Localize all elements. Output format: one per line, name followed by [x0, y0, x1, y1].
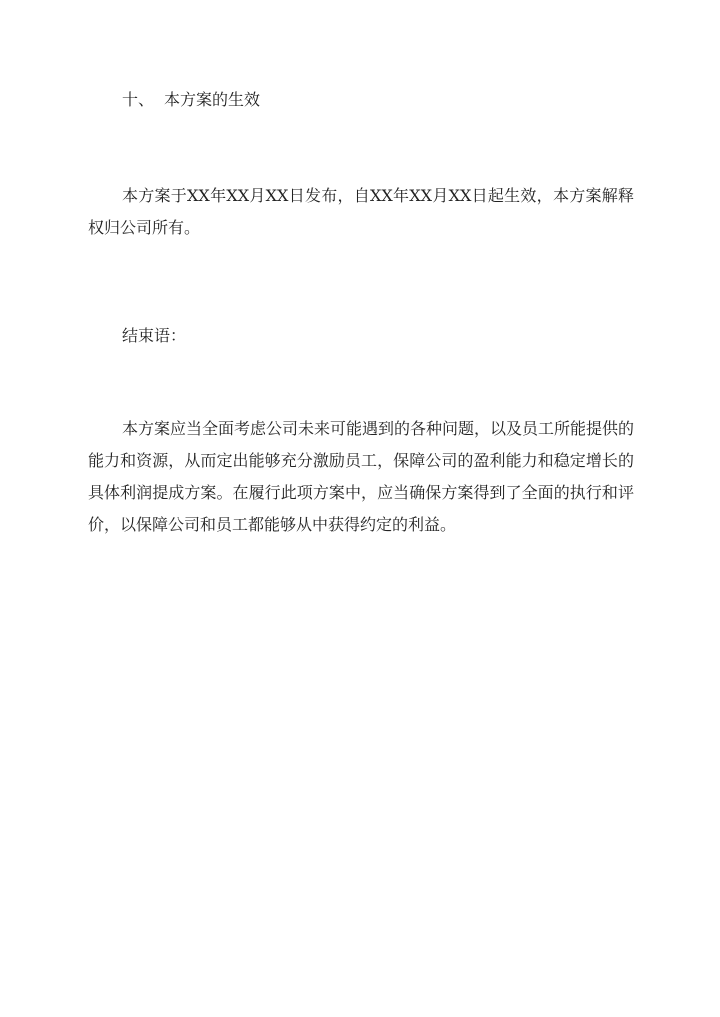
section-heading — [122, 88, 260, 112]
effective-paragraph: 本方案于XX年XX月XX日发布，自XX年XX月XX日起生效，本方案解释权归公司所有。 — [88, 186, 634, 237]
section-title: 本方案的生效 — [164, 90, 261, 109]
section-number: 十、 — [122, 90, 155, 109]
closing-paragraph: 本方案应当全面考虑公司未来可能遇到的各种问题，以及员工所能提供的能力和资源，从而定出能够充分激励员工，保障公司的盈利能力和稳定增长的具体利润提成方案。在履行此项方案中，应当确保方案得到了全面的执行和评价，以保障公司和员工都能够从中获得约定的利益。 — [88, 419, 635, 534]
closing-label: 结束语： — [122, 326, 187, 345]
